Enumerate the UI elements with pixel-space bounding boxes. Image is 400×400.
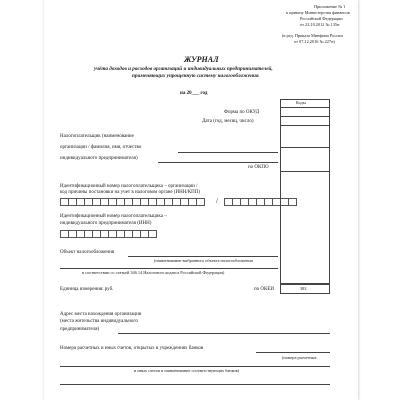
accounts-hint1: (номера расчетных bbox=[282, 355, 317, 360]
inn-ip-label-line2: индивидуального предпринимателя (ИНН) bbox=[60, 221, 152, 226]
accounts-field[interactable] bbox=[256, 352, 330, 353]
amendment-note: (в ред. Приказа Минфина России bbox=[282, 33, 343, 38]
document-title: ЖУРНАЛ bbox=[184, 55, 219, 64]
address-label-line3: предпринимателя) bbox=[60, 327, 100, 332]
okei-value: 383 bbox=[300, 286, 307, 291]
codes-box-lower bbox=[280, 148, 330, 284]
okpo-label: по ОКПО bbox=[248, 165, 269, 170]
date-label: Дата (год, месяц, число) bbox=[202, 119, 254, 124]
taxpayer-label-line2: организации / фамилия, имя, отчество bbox=[60, 145, 142, 150]
document-subtitle-line1: учёта доходов и расходов организаций и индивидуальных предпринимателей, bbox=[94, 66, 273, 72]
amendment-date: от 07.12.2016 № 227н) bbox=[294, 39, 335, 44]
address-label-line1: Адрес места нахождения организации bbox=[60, 312, 142, 317]
address-field[interactable] bbox=[118, 333, 330, 334]
appendix-order: к приказу Министерства финансов bbox=[286, 10, 350, 15]
accounts-hint2: и иных счетов и наименование соответствующих банков) bbox=[134, 368, 240, 373]
appendix-number: Приложение № 1 bbox=[314, 4, 346, 9]
okud-label: Форма по ОКУД bbox=[224, 110, 260, 115]
appendix-federation: Российской Федерации bbox=[300, 16, 343, 21]
document-sheet bbox=[44, 0, 358, 400]
inn-ip-label-line1: Идентификационный номер налогоплательщика – bbox=[60, 214, 167, 219]
codes-header: Коды bbox=[296, 100, 306, 105]
tax-object-label: Объект налогообложения bbox=[60, 250, 115, 255]
tax-object-hint: (наименование выбранного объекта налогообложения bbox=[154, 258, 253, 263]
address-label-line2: (места жительства индивидуального bbox=[60, 319, 138, 324]
inn-cells[interactable] bbox=[60, 198, 204, 206]
appendix-date: от 22.10.2012 № 135н bbox=[300, 22, 340, 27]
accounts-label: Номера расчетных и иных счетов, открытых в учреждениях банков bbox=[60, 346, 204, 351]
taxpayer-label-line3: индивидуального предпринимателя) bbox=[60, 156, 138, 161]
inn-kpp-separator: / bbox=[216, 197, 218, 205]
unit-label: Единица измерения: руб. bbox=[60, 287, 114, 292]
inn-kpp-label-line2: код причины постановки на учет в налоговом органе (ИНН/КПП) bbox=[60, 190, 200, 195]
document-subtitle-line2: применяющих упрощенную систему налогообложения bbox=[132, 73, 259, 79]
inn-kpp-label-line1: Идентификационный номер налогоплательщика – организации / bbox=[60, 184, 198, 189]
tax-object-field[interactable] bbox=[128, 256, 278, 257]
taxpayer-label-line1: Налогоплательщик (наименование bbox=[60, 134, 134, 139]
tax-object-basis: в соответствии со статьей 346.14 Налогового кодекса Российской Федерации) bbox=[82, 270, 225, 275]
okei-label: по ОКЕИ bbox=[254, 287, 275, 292]
year-line: на 20___ год bbox=[180, 91, 208, 96]
inn-ip-cells[interactable] bbox=[60, 230, 156, 238]
